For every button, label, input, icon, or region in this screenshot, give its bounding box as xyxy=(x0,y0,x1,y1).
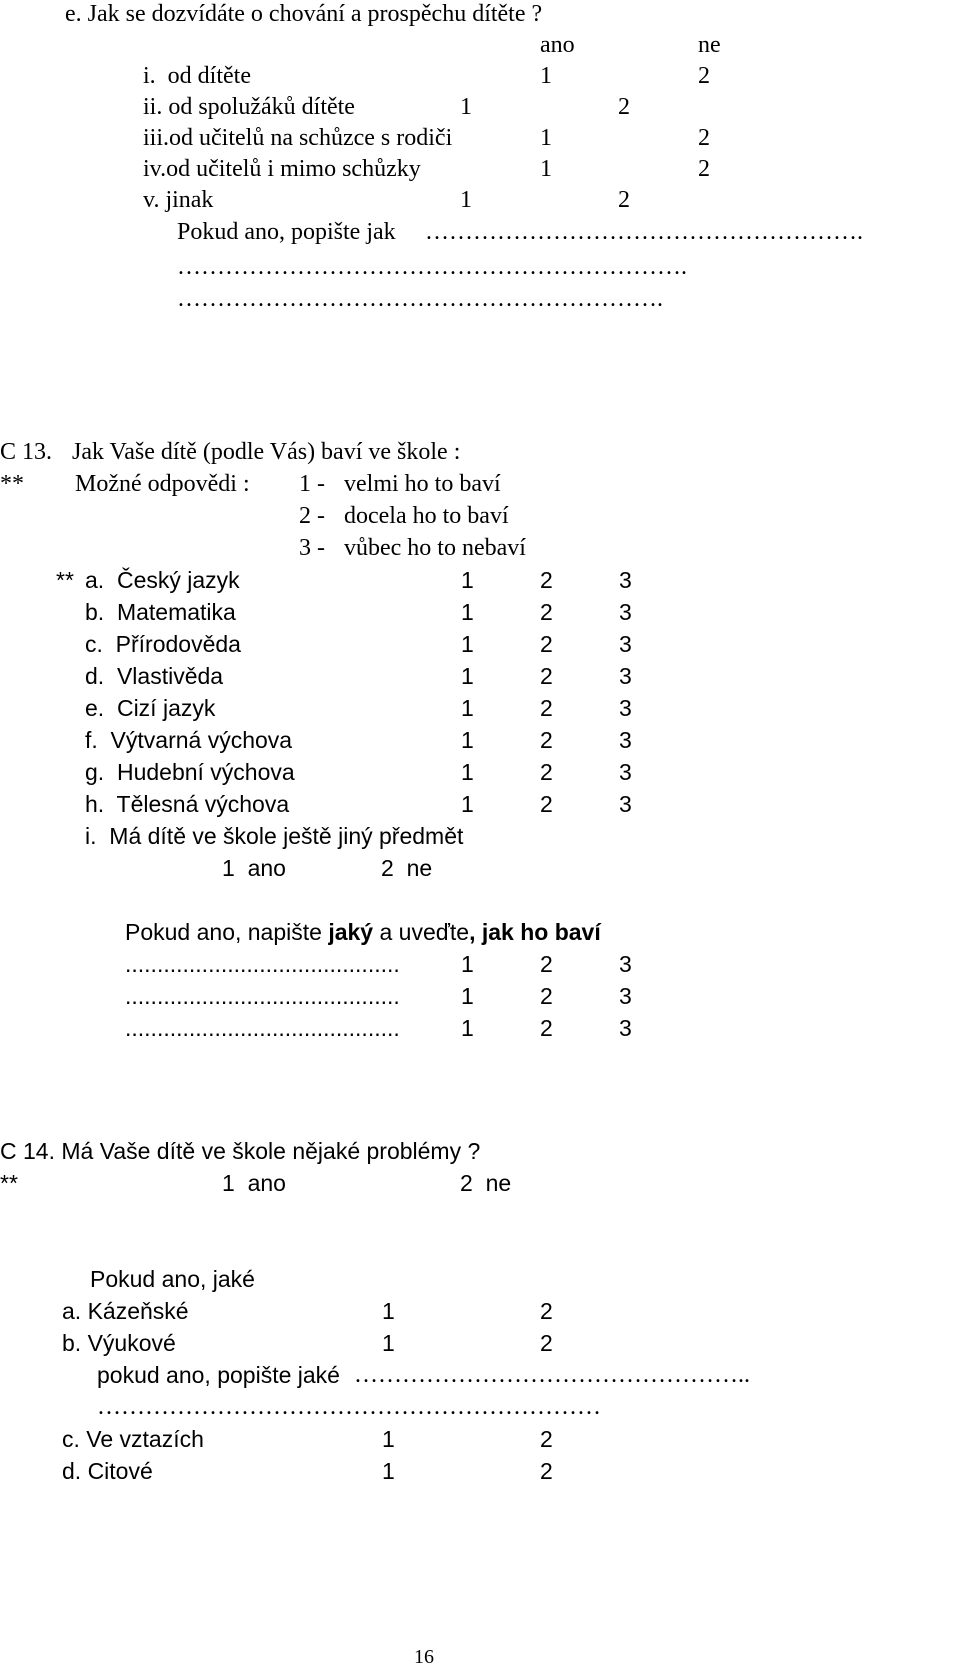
e-row-label: ii. od spolužáků dítěte xyxy=(143,94,355,120)
c14-sub-prompt: pokud ano, popište jaké xyxy=(97,1362,340,1388)
c13-answer-num: 1 - xyxy=(299,471,325,497)
c14-prompt: Pokud ano, jaké xyxy=(90,1266,255,1292)
subject-label: g. Hudební výchova xyxy=(85,759,295,785)
subject-value: 1 xyxy=(461,631,474,657)
subject-value: 3 xyxy=(619,791,632,817)
c14-row-label: d. Citové xyxy=(62,1458,153,1484)
e-row-value: 1 xyxy=(540,125,552,151)
subject-value: 1 xyxy=(461,791,474,817)
c14-row-value: 1 xyxy=(382,1458,395,1484)
c14-row-label: c. Ve vztazích xyxy=(62,1426,204,1452)
c14-dotted-line: ……………………………………………………… xyxy=(97,1394,601,1420)
instr-bold: , jak ho baví xyxy=(469,919,601,945)
c14-row-value: 1 xyxy=(382,1330,395,1356)
subject-value: 3 xyxy=(619,695,632,721)
c14-row-value: 2 xyxy=(540,1426,553,1452)
subject-label: h. Tělesná výchova xyxy=(85,791,290,817)
e-dotted-line: ………………………………………………………. xyxy=(177,254,687,280)
e-row-label: i. od dítěte xyxy=(143,63,251,89)
header-ne: ne xyxy=(698,32,721,58)
page-number: 16 xyxy=(414,1646,434,1668)
blank-value: 3 xyxy=(619,951,632,977)
subject-value: 2 xyxy=(540,599,553,625)
subject-label: a. Český jazyk xyxy=(85,567,240,593)
e-row-value: 2 xyxy=(698,63,710,89)
c13-answer-num: 3 - xyxy=(299,535,325,561)
blank-value: 2 xyxy=(540,983,553,1009)
blank-value: 2 xyxy=(540,951,553,977)
subject-value: 1 xyxy=(461,759,474,785)
subject-value: 2 xyxy=(540,631,553,657)
subject-value: 2 xyxy=(540,791,553,817)
instr-part: Pokud ano, napište xyxy=(125,919,329,945)
subject-value: 2 xyxy=(540,727,553,753)
c14-row-value: 1 xyxy=(382,1426,395,1452)
e-row-value: 1 xyxy=(460,94,472,120)
instr-bold: jaký xyxy=(328,919,374,945)
c13-answer-text: docela ho to baví xyxy=(344,503,509,529)
blank-value: 2 xyxy=(540,1015,553,1041)
c13-answers-label: Možné odpovědi : xyxy=(75,471,250,497)
e-dotted-line: ……………………………………………………. xyxy=(177,286,663,312)
subject-value: 1 xyxy=(461,567,474,593)
subject-value: 3 xyxy=(619,567,632,593)
c14-row-value: 2 xyxy=(540,1330,553,1356)
c13-answer-text: vůbec ho to nebaví xyxy=(344,535,526,561)
c14-row-value: 2 xyxy=(540,1458,553,1484)
blank-dots: ........................................... xyxy=(125,983,400,1009)
c14-title: C 14. Má Vaše dítě ve škole nějaké problémy ? xyxy=(0,1138,481,1164)
e-row-value: 1 xyxy=(540,63,552,89)
subject-value: 3 xyxy=(619,599,632,625)
c14-row-label: a. Kázeňské xyxy=(62,1298,189,1324)
option-ano: 1 ano xyxy=(222,855,286,881)
e-row-value: 1 xyxy=(460,187,472,213)
subject-value: 3 xyxy=(619,727,632,753)
c13-number: C 13. xyxy=(0,439,53,465)
subject-value: 3 xyxy=(619,663,632,689)
e-row-label: v. jinak xyxy=(143,187,214,213)
header-ano: ano xyxy=(540,32,575,58)
blank-value: 1 xyxy=(461,1015,474,1041)
subject-value: 3 xyxy=(619,759,632,785)
other-subject-question: i. Má dítě ve škole ještě jiný předmět xyxy=(85,823,464,849)
e-row-value: 1 xyxy=(540,156,552,182)
subject-label: d. Vlastivěda xyxy=(85,663,224,689)
blank-value: 1 xyxy=(461,951,474,977)
subject-label: c. Přírodověda xyxy=(85,631,241,657)
subject-value: 1 xyxy=(461,727,474,753)
blank-value: 3 xyxy=(619,983,632,1009)
blank-dots: ........................................... xyxy=(125,951,400,977)
subject-value: 2 xyxy=(540,567,553,593)
c13-answer-num: 2 - xyxy=(299,503,325,529)
e-row-value: 2 xyxy=(698,125,710,151)
subject-value: 1 xyxy=(461,695,474,721)
e-row-value: 2 xyxy=(698,156,710,182)
e-dotted-line: ………………………………………………. xyxy=(425,219,863,245)
subject-value: 2 xyxy=(540,759,553,785)
subject-label: f. Výtvarná výchova xyxy=(85,727,293,753)
e-row-value: 2 xyxy=(618,187,630,213)
e-row-label: iv.od učitelů i mimo schůzky xyxy=(143,156,421,182)
c14-option-ne: 2 ne xyxy=(460,1170,512,1196)
blank-value: 3 xyxy=(619,1015,632,1041)
subject-label: e. Cizí jazyk xyxy=(85,695,216,721)
c14-option-ano: 1 ano xyxy=(222,1170,286,1196)
c13-answer-text: velmi ho to baví xyxy=(344,471,501,497)
subject-value: 1 xyxy=(461,663,474,689)
subject-value: 2 xyxy=(540,695,553,721)
e-row-value: 2 xyxy=(618,94,630,120)
c14-dotted-line: ………………………………………….. xyxy=(354,1362,750,1388)
blank-value: 1 xyxy=(461,983,474,1009)
c13-stars: ** xyxy=(0,471,24,497)
subject-label: b. Matematika xyxy=(85,599,236,625)
c13-title: Jak Vaše dítě (podle Vás) baví ve škole : xyxy=(72,439,461,465)
c14-row-label: b. Výukové xyxy=(62,1330,176,1356)
c14-stars: ** xyxy=(0,1170,18,1196)
c14-row-value: 2 xyxy=(540,1298,553,1324)
c13-stars-2: ** xyxy=(56,567,74,593)
blank-dots: ........................................... xyxy=(125,1015,400,1041)
subject-value: 2 xyxy=(540,663,553,689)
e-prompt: Pokud ano, popište jak xyxy=(177,219,396,245)
e-row-label: iii.od učitelů na schůzce s rodiči xyxy=(143,125,453,151)
subject-value: 3 xyxy=(619,631,632,657)
section-e-title: e. Jak se dozvídáte o chování a prospěchu dítěte ? xyxy=(65,1,543,27)
c14-row-value: 1 xyxy=(382,1298,395,1324)
subject-value: 1 xyxy=(461,599,474,625)
option-ne: 2 ne xyxy=(381,855,433,881)
instr-part: a uveďte xyxy=(373,919,470,945)
c13-instruction xyxy=(125,918,601,946)
